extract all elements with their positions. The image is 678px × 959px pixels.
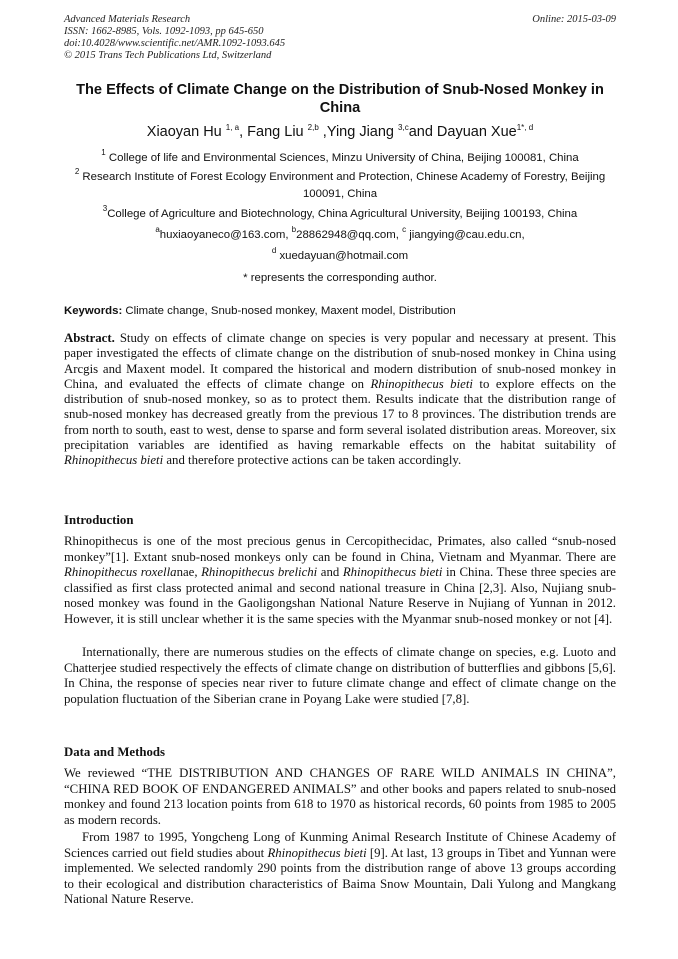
- methods-paragraph-2: [64, 830, 616, 908]
- paragraph-text: and: [317, 565, 343, 580]
- email-mark: b: [291, 225, 297, 234]
- species-name: Rhinopithecus bieti: [370, 376, 473, 391]
- abstract-label: Abstract.: [64, 331, 115, 345]
- affiliation-2: [60, 169, 620, 203]
- keywords-text: Climate change, Snub-nosed monkey, Maxent model, Distribution: [122, 305, 456, 317]
- abstract-text: to explore effects on the distribution of snub-nosed monkey, so as to protect them. Results indicate that the distribution range of snub-nosed monkey has decreased greatly from the previous 17 to 8 provinces. The distribution trends are from north to south, east to west, dense to sparse and form several isolated distribution areas. Moreover, six precipitation variables are identified as having remarkable effects on the habitat suitability of: [64, 376, 616, 453]
- issn-line: ISSN: 1662-8985, Vols. 1092-1093, pp 645-650: [64, 26, 264, 37]
- email-address: xuedayuan@hotmail.com: [276, 250, 409, 262]
- email-mark: c: [402, 225, 407, 234]
- author-mark: 3,c: [398, 123, 409, 132]
- affiliation-mark: 3: [102, 204, 108, 213]
- affiliation-3: [64, 206, 616, 223]
- affiliation-mark: 2: [74, 167, 80, 176]
- author-name: and Dayuan Xue: [408, 124, 517, 140]
- email-mark: d: [271, 246, 277, 255]
- introduction-paragraph-2: Internationally, there are numerous studies on the effects of climate change on species, e.g. Luoto and Chatterjee studied respectively the effects of climate change on distribution of butterflies and gibbons [5,6]. In China, the response of species near river to future climate change and effect of climate change on the population fluctuation of the Siberian crane in Poyang Lake were studied [7,8].: [64, 645, 616, 706]
- abstract: [64, 331, 616, 469]
- species-name: Rhinopithecus bieti: [64, 453, 164, 468]
- email-address: huxiaoyaneco@163.com,: [159, 229, 292, 241]
- paragraph-text: nae,: [176, 565, 202, 580]
- doi-line: doi:10.4028/www.scientific.net/AMR.1092-1093.645: [64, 38, 286, 49]
- author-name: Xiaoyan Hu: [146, 124, 226, 140]
- author-name: ,Ying Jiang: [318, 124, 399, 140]
- keywords: [64, 304, 616, 319]
- introduction-heading: Introduction: [64, 513, 134, 527]
- abstract-text: and therefore protective actions can be taken accordingly.: [163, 453, 462, 468]
- keywords-label: Keywords:: [64, 305, 123, 317]
- species-name: Rhinopithecus roxella: [64, 565, 177, 580]
- methods-heading: Data and Methods: [64, 745, 165, 759]
- copyright-line: © 2015 Trans Tech Publications Ltd, Switzerland: [64, 50, 272, 61]
- journal-header: [64, 14, 616, 62]
- author-mark: 1, a: [225, 123, 240, 132]
- abstract-text: Study on effects of climate change on species is very popular and necessary at present. This paper investigated the effects of climate change on the distribution of snub-nosed monkey in China using Arcgis and Maxent model. It compared the historical and modern distribution of snub-nosed monkey in China, and evaluated the effects of climate change on: [64, 331, 616, 391]
- author-name: , Fang Liu: [239, 124, 308, 140]
- affiliation-text: College of life and Environmental Sciences, Minzu University of China, Beijing 100081, China: [105, 152, 579, 164]
- email-address: 28862948@qq.com,: [296, 229, 403, 241]
- paragraph-text: Rhinopithecus is one of the most precious genus in Cercopithecidac, Primates, also called “snub-nosed monkey”[1]. Extant snub-nosed monkeys only can be found in China, Vietnam and Myanmar. There are: [64, 534, 616, 564]
- author-mark: 2,b: [307, 123, 319, 132]
- paragraph-text: in China. These three species are classified as first class protected animal and second national treasure in China [2,3]. Also, Nujiang snub-nosed monkey was found in the Gaoligongshan National Nature Reserve in Nujiang of Yunnan in 2012. However, it is still unclear whether it is the same species with the Myanmar snub-nosed monkey or not [4].: [64, 565, 616, 626]
- affiliation-1: [64, 150, 616, 167]
- species-name: Rhinopithecus bieti: [267, 845, 367, 860]
- methods-paragraph-1: We reviewed “THE DISTRIBUTION AND CHANGES OF RARE WILD ANIMALS IN CHINA”, “CHINA RED BOOK OF ENDANGERED ANIMALS” and other books and papers related to snub-nosed monkey and found 213 location points from 618 to 1970 as historical records, 60 points from 1985 to 2005 as modern records.: [64, 766, 616, 827]
- corresponding-note: * represents the corresponding author.: [243, 272, 437, 284]
- paragraph-text: From 1987 to 1995, Yongcheng Long of Kunming Animal Research Institute of Chinese Academy of Sciences carried out field studies about: [64, 830, 616, 860]
- email-mark: a: [155, 225, 160, 234]
- introduction-paragraph-1: [64, 534, 616, 628]
- online-date: Online: 2015-03-09: [532, 14, 616, 25]
- affiliation-text: College of Agriculture and Biotechnology, China Agricultural University, Beijing 100193, China: [107, 208, 578, 220]
- species-name: Rhinopithecus bieti: [342, 565, 443, 580]
- paragraph-text: [9]. At last, 13 groups in Tibet and Yunnan were implemented. We selected randomly 290 points from the distribution range of above 13 groups according to their ecological and distribution characteristics of Baima Snow Mountain, Dali Yulong and Mangkang National Nature Reserve.: [64, 845, 616, 907]
- email-address: jiangying@cau.edu.cn,: [406, 229, 525, 241]
- email-line-2: [64, 248, 616, 265]
- author-mark: 1*, d: [516, 123, 534, 132]
- journal-name: Advanced Materials Research: [64, 14, 191, 25]
- author-list: [60, 123, 620, 141]
- species-name: Rhinopithecus brelichi: [201, 565, 318, 580]
- affiliation-text: Research Institute of Forest Ecology Environment and Protection, Chinese Academy of Forestry, Beijing 100091, China: [79, 171, 606, 200]
- email-line-1: [64, 227, 616, 244]
- affiliation-mark: 1: [101, 148, 106, 157]
- paper-title: The Effects of Climate Change on the Distribution of Snub-Nosed Monkey in China: [76, 82, 604, 116]
